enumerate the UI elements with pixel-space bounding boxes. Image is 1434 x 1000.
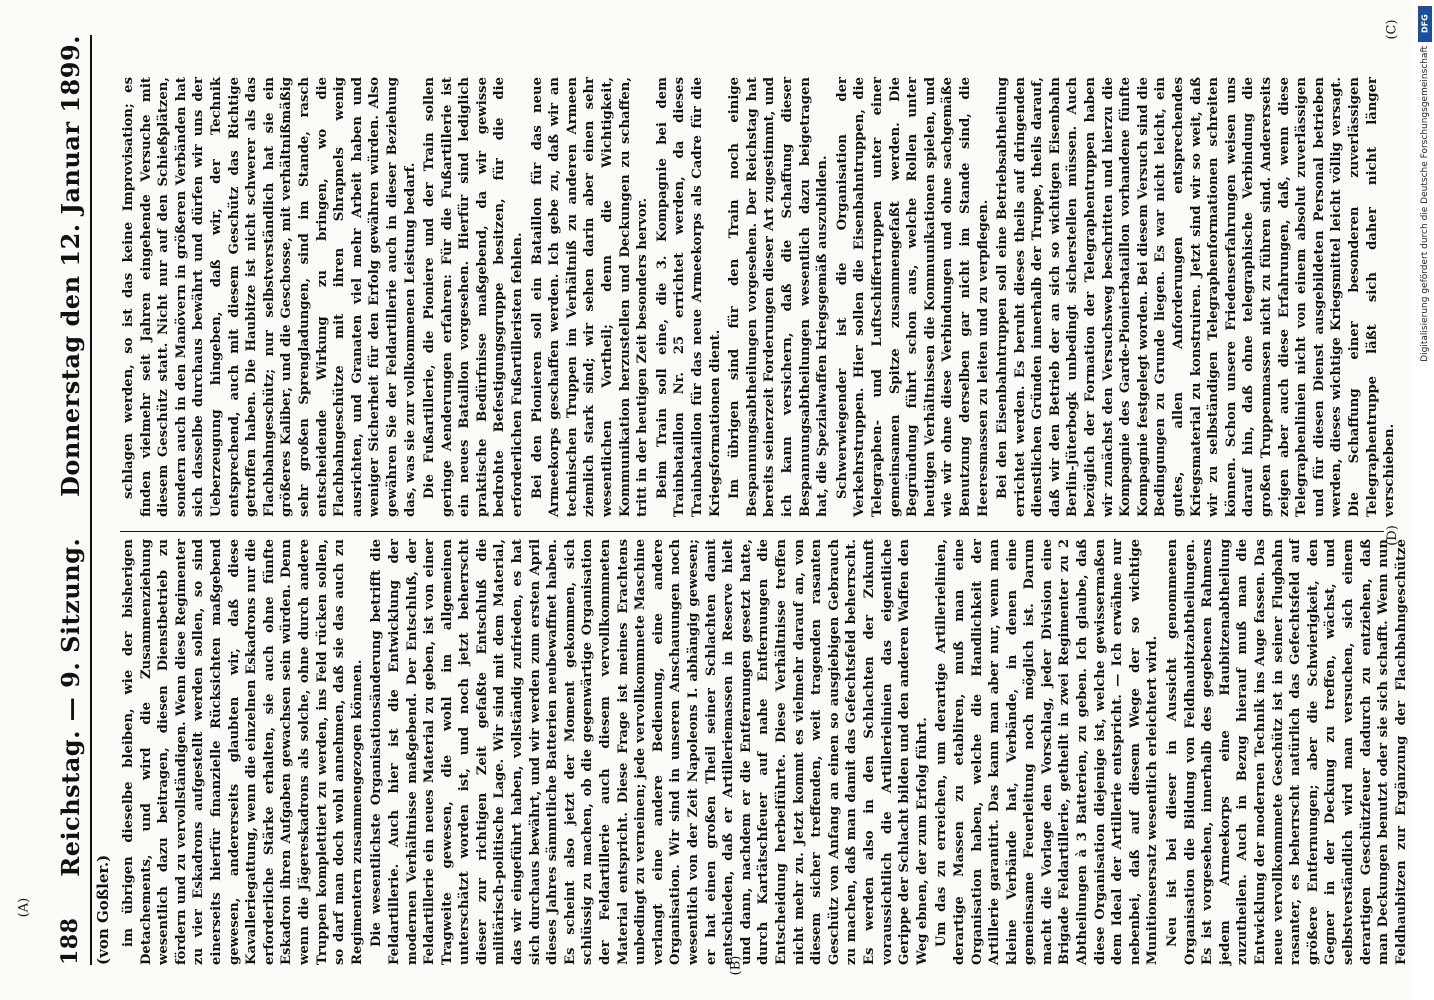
page-header [50, 35, 92, 965]
paragraph: Bei den Eisenbahntruppen soll eine Betriebsabtheilung errichtet werden. Es beruht dieses theils auf dringenden dienstlichen Gründen innerhalb der Truppe, theils darauf, daß wir den Betrieb der an sich so wichtigen Eisenbahn Berlin-Jüterbogk unbedingt sicherstellen müssen. Auch bezüglich der Formation der Telegraphentruppen haben wir zunächst den Versuchsweg beschritten und hierzu die Kompagnie des Garde-Pionierbataillon vorhandene fünfte Kompagnie festgelegt worden. Bei diesem Versuch sind die Bedingungen zu Grunde liegen. Es war nicht leicht, ein gutes, allen Anforderungen entsprechendes Kriegsmaterial zu konstruiren. Jetzt sind wir so weit, daß wir zu selbständigen Telegraphenformationen schreiten können. Schon unsere Friedenserfahrungen weisen uns darauf hin, daß ohne telegraphische Verbindung die großen Truppenmassen nicht zu führen sind. Andererseits zeigen aber auch diese Erfahrungen, daß, wenn diese Telegraphenlinien nicht von einem absolut zuverlässigen und für diesen Dienst ausgebildeten Personal betrieben werden, dieses wichtige Kriegsmittel leicht völlig versagt. Die Schaffung einer besonderen zuverlässigen Telegraphentruppe läßt sich daher nicht länger verschieben. [995, 77, 1398, 517]
funding-sidebar [1412, 0, 1434, 1000]
funding-credit: Digitalisierung gefördert durch die Deutsche Forschungsgemeinschaft [1420, 46, 1430, 362]
margin-mark-b: (B) [728, 955, 744, 976]
paragraph: Die wesentlichste Organisationsänderung betrifft die Feldartillerie. Auch hier ist die Entwicklung der modernen Verhältnisse maßgebend. Der Entschluß, der Feldartillerie ein neues Material zu geben, ist von einer Tragweite gewesen, die wohl im allgemeinen unterschätzt worden ist, und noch jetzt beherrscht dieser zur richtigen Zeit gefaßte Entschluß die militärisch-politische Lage. Wir sind mit dem Material, das wir eingeführt haben, vollständig zufrieden, es hat sich durchaus bewährt, und wir werden zum ersten April dieses Jahres sämmtliche Batterien neubewaffnet haben. Es scheint also jetzt der Moment gekommen, sich schlüssig zu machen, ob die gegenwärtige Organisation der Feldartillerie auch diesem vervollkommneten Material entspricht. Diese Frage ist meines Erachtens unbedingt zu verneinen; jede vervollkommnete Maschine verlangt eine andere Bedienung, eine andere Organisation. Wir sind in unseren Anschauungen noch wesentlich von der Zeit Napoleons I. abhängig gewesen; er hat einen großen Theil seiner Schlachten damit entschieden, daß er Artilleriemassen in Reserve hielt und dann, nachdem er die Entfernungen gesetzt hatte, durch Kartätschfeuer auf nahe Entfernungen die Entscheidung herbeiführte. Diese Verhältnisse treffen nicht mehr zu. Jetzt kommt es vielmehr darauf an, von diesem sicher treffenden, weit tragenden rasanten Geschütz von Anfang an einen so ausgiebigen Gebrauch zu machen, daß man damit das Gefechtsfeld beherrscht. Es werden also in den Schlachten der Zukunft voraussichtlich die Artillerielinien das eigentliche Gerippe der Schlacht bilden und den anderen Waffen den Weg ebnen, der zum Erfolg führt. [369, 539, 930, 965]
paragraph: Beim Train soll eine, die 3. Kompagnie bei dem Trainbataillon Nr. 25 errichtet werden, da dieses Trainbataillon für das neue Armeekorps als Cadre für die Kriegsformationen dient. [654, 77, 723, 517]
session-date: Donnerstag den 12. Januar 1899. [55, 35, 85, 497]
speaker-name: (von Goßler.) [94, 854, 112, 965]
paragraph: schlagen werden, so ist das keine Improvisation; es finden vielmehr seit Jahren eingehende Versuche mit diesem Geschütz statt. Nicht nur auf den Schießplätzen, sondern auch in den Manövern in größeren Verbänden hat sich dasselbe durchaus bewährt und dürfen wir uns der Ueberzeugung hingeben, daß wir, der Technik entsprechend, auch mit diesem Geschütz das Richtige getroffen haben. Die Haubitze ist nicht schwerer als das Flachbahngeschütz; nur selbstverständlich hat sie ein größeres Kaliber, und die Geschosse, mit verhältnißmäßig sehr großen Sprengladungen, sind im Stande, rasch entscheidende Wirkung zu bringen, wo die Flachbahngeschütze mit ihren Shrapnels wenig ausrichten, und Granaten viel mehr Arbeit haben und weniger Sicherheit für den Erfolg gewähren würden. Also gewähren Sie der Feldartillerie auch in dieser Beziehung das, was sie zur vollkommenen Leistung bedarf. [121, 77, 418, 517]
left-column [120, 539, 1409, 965]
margin-mark-a-page: (A) [16, 897, 32, 918]
paragraph: Die Fußartillerie, die Pioniere und der Train sollen geringe Aenderungen erfahren: Für die Fußartillerie ist ein neues Bataillon vorgesehen. Hierfür sind lediglich praktische Bedürfnisse maßgebend, da wir gewisse bedrohte Befestigungsgruppe besitzen, für die die erforderlichen Fußartilleristen fehlen. [422, 77, 526, 517]
paragraph: Schwerwiegender ist die Organisation der Verkehrstruppen. Hier sollen die Eisenbahntruppen, die Telegraphen- und Luftschiffertruppen unter einer gemeinsamen Spitze zusammengefaßt werden. Die Begründung führt schon aus, welche Rollen unter heutigen Verhältnissen die Kommunikationen spielen, und wie wir ohne diese Verbindungen und ohne sachgemäße Benutzung derselben gar nicht im Stande sind, die Heeresmassen zu leiten und zu verpflegen. [834, 77, 991, 517]
paragraph: Bei den Pionieren soll ein Bataillon für das neue Armeekorps geschaffen werden. Ich gebe zu, daß wir an technischen Truppen im Verhältniß zu anderen Armeen ziemlich stark sind; wir sehen darin aber einen sehr wesentlichen Vortheil; denn die Wichtigkeit, Kommunikation herzustellen und Deckungen zu schaffen, tritt in der heutigen Zeit besonders hervor. [529, 77, 651, 517]
session-title: Reichstag. — 9. Sitzung. [55, 537, 85, 877]
paragraph: Neu ist bei dieser in Aussicht genommenen Organisation die Bildung von Feldhaubitzabtheilungen. Es ist vorgesehen, innerhalb des gegebenen Rahmens jedem Armeekorps eine Haubitzenabtheilung zuzutheilen. Auch in Bezug hierauf muß man die Entwicklung der modernen Technik ins Auge fassen. Das neue vervollkommnete Geschütz ist in seiner Flugbahn rasanter, es beherrscht natürlich das Gefechtsfeld auf größere Entfernungen; aber die Schwierigkeit, den Gegner in der Deckung zu treffen, wächst, und selbstverständlich wird man versuchen, sich einem derartigen Geschützfeuer dadurch zu entziehen, daß man Deckungen benutzt oder sie sich schafft. Wenn nun Feldhaubitzen zur Ergänzung der Flachbahngeschütze [1165, 539, 1409, 965]
column-divider [120, 531, 1384, 532]
dfg-logo: DFG [1418, 6, 1432, 42]
rotated-sheet [42, 25, 1409, 975]
paragraph: Um das zu erreichen, um derartige Artillerielinien, derartige Massen zu etabliren, muß man eine Organisation haben, welche die Handlichkeit der Artillerie garantirt. Das kann man aber nur, wenn man kleine Verbände hat, Verbände, in denen eine gemeinsame Feuerleitung noch möglich ist. Darum macht die Vorlage den Vorschlag, jeder Division eine Brigade Feldartillerie, getheilt in zwei Regimenter zu 2 Abtheilungen à 3 Batterien, zu geben. Ich glaube, daß diese Organisation diejenige ist, welche gewissermaßen dem Ideal der Artillerie entspricht. — Ich erwähne nur nebenbei, daß auf diesem Wege der so wichtige Munitionsersatz wesentlich erleichtert wird. [934, 539, 1161, 965]
paragraph: im übrigen dieselbe bleiben, wie der bisherigen Detachements, und wird die Zusammenziehung wesentlich dazu beitragen, diesen Dienstbetrieb zu fördern und zu vervollständigen. Wenn diese Regimenter zu vier Eskadrons aufgestellt werden sollen, so sind einerseits hierfür finanzielle Rücksichten maßgebend gewesen, andererseits glaubten wir, daß diese Kavalleriegattung, wenn die einzelnen Eskadrons nur die erforderliche Stärke erhalten, sie auch ohne fünfte Eskadron ihren Aufgaben gewachsen sein würden. Denn wenn die Jägereskadrons als solche, ohne durch andere Truppen komplettiert zu werden, ins Feld rücken sollen, so darf man doch wohl annehmen, daß sie das auch zu Regimentern zusammengezogen können. [121, 539, 365, 965]
margin-mark-d: (D) [1384, 525, 1400, 546]
paragraph: Im übrigen sind für den Train noch einige Bespannungsabtheilungen vorgesehen. Der Reichstag hat bereits seinerzeit Forderungen dieser Art zugestimmt, und ich kann versichern, daß die Schaffung dieser Bespannungsabtheilungen wesentlich dazu beigetragen hat, die Spezialwaffen kriegsgemäß auszubilden. [727, 77, 831, 517]
page-number: 188 [57, 917, 83, 965]
right-column [120, 77, 1398, 517]
margin-mark-c: (C) [1384, 19, 1400, 40]
